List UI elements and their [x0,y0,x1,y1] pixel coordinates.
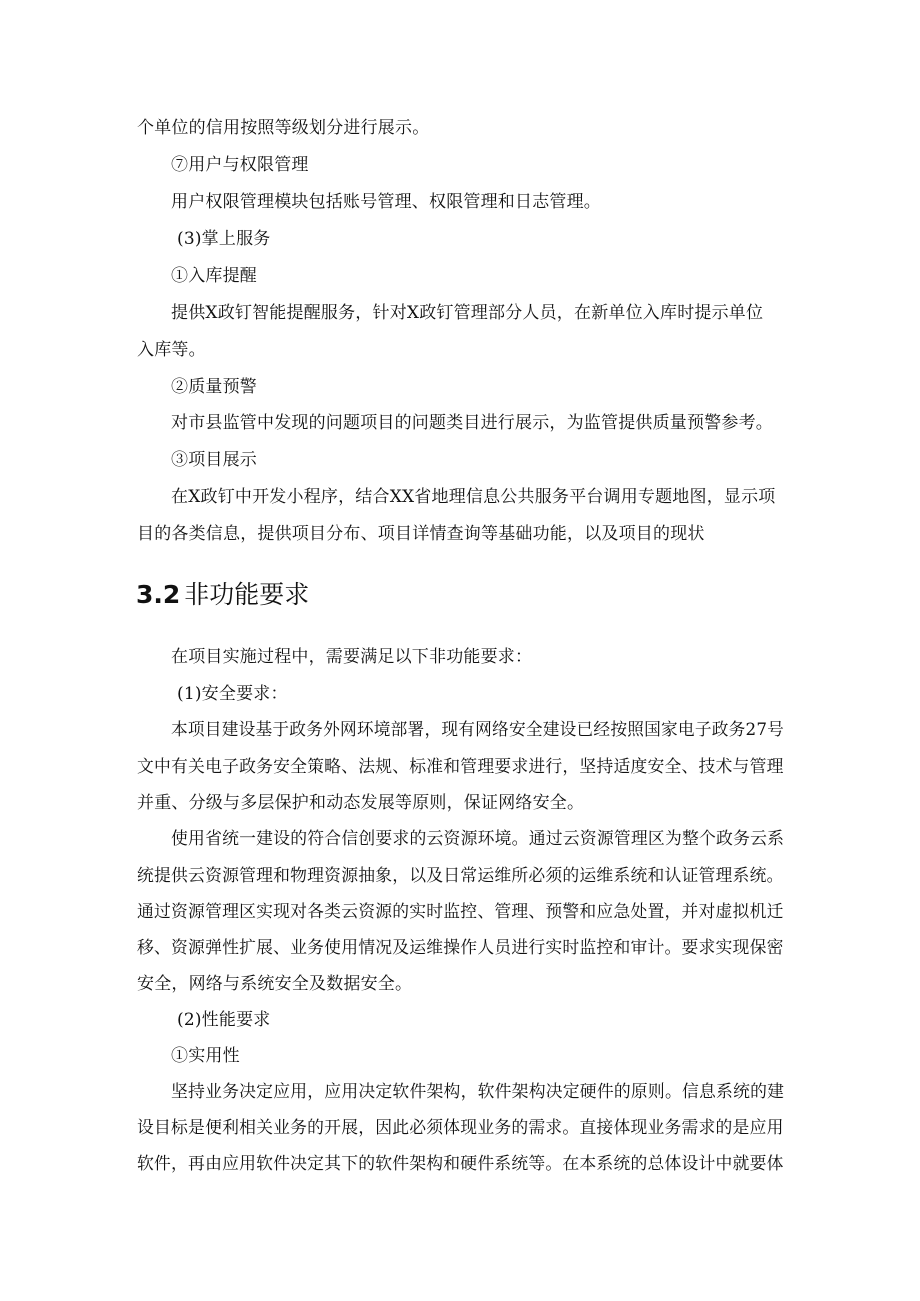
section-title: 非功能要求 [184,580,310,609]
item-heading: ①实用性 [171,1046,240,1066]
paragraph-line: 坚持业务决定应用，应用决定软件架构，软件架构决定硬件的原则。信息系统的建 [171,1082,785,1102]
paragraph-line: 安全，网络与系统安全及数据安全。 [137,974,413,994]
item-heading: ③项目展示 [171,450,257,470]
paragraph-line: 设目标是便利相关业务的开展，因此必须体现业务的需求。直接体现业务需求的是应用 [137,1118,784,1138]
paragraph-line: 对市县监管中发现的问题项目的问题类目进行展示，为监管提供质量预警参考。 [171,413,773,433]
paragraph-line: 入库等。 [137,340,206,360]
paragraph-line: 并重、分级与多层保护和动态发展等原则，保证网络安全。 [137,793,585,813]
subsection-heading: (1)安全要求： [177,684,288,704]
paragraph-line: 移、资源弹性扩展、业务使用情况及运维操作人员进行实时监控和审计。要求实现保密 [137,938,784,958]
paragraph-line: 提供X政钉智能提醒服务，针对X政钉管理部分人员，在新单位入库时提示单位 [171,303,764,323]
paragraph-line: 在项目实施过程中，需要满足以下非功能要求： [171,647,533,667]
paragraph-line: 个单位的信用按照等级划分进行展示。 [137,118,430,138]
section-heading [136,579,309,611]
item-heading: ⑦用户与权限管理 [171,155,309,175]
paragraph-line: 目的各类信息，提供项目分布、项目详情查询等基础功能，以及项目的现状 [137,524,705,544]
paragraph-line: 在X政钉中开发小程序，结合XX省地理信息公共服务平台调用专题地图，显示项 [171,487,776,507]
subsection-heading: (2)性能要求 [177,1010,271,1030]
subsection-heading: (3)掌上服务 [177,229,271,249]
paragraph-line: 统提供云资源管理和物理资源抽象，以及日常运维所必须的运维系统和认证管理系统。 [137,866,784,886]
paragraph-line: 本项目建设基于政务外网环境部署，现有网络安全建设已经按照国家电子政务27号 [171,720,785,740]
item-heading: ①入库提醒 [171,266,257,286]
section-number: 3.2 [136,580,181,609]
item-heading: ②质量预警 [171,377,257,397]
paragraph-line: 文中有关电子政务安全策略、法规、标准和管理要求进行，坚持适度安全、技术与管理 [137,757,784,777]
paragraph-line: 通过资源管理区实现对各类云资源的实时监控、管理、预警和应急处置，并对虚拟机迁 [137,902,784,922]
paragraph-line: 使用省统一建设的符合信创要求的云资源环境。通过云资源管理区为整个政务云系 [171,829,785,849]
paragraph-line: 用户权限管理模块包括账号管理、权限管理和日志管理。 [171,192,601,212]
paragraph-line: 软件，再由应用软件决定其下的软件架构和硬件系统等。在本系统的总体设计中就要体 [137,1154,784,1174]
